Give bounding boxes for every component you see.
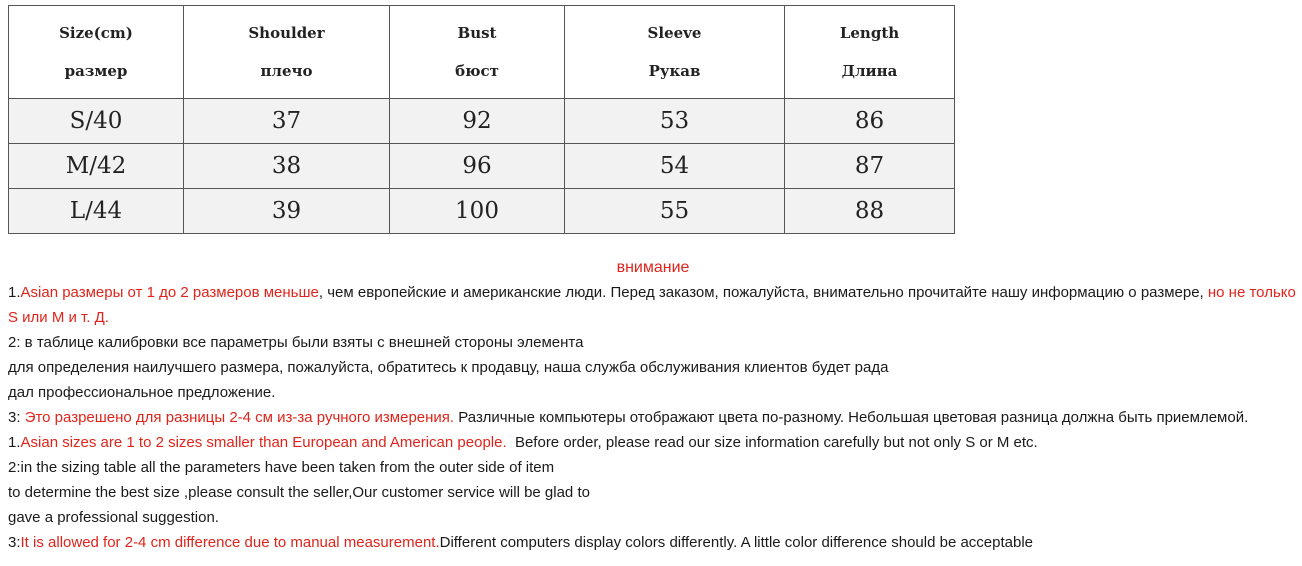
note-ru-2c: дал профессиональное предложение. xyxy=(8,384,276,401)
table-cell: 38 xyxy=(184,144,390,189)
note-text: Different computers display colors differently. A little color difference should be acceptable xyxy=(439,534,1034,551)
table-cell: 55 xyxy=(565,189,785,234)
note-text: , чем европейские и американские люди. Перед заказом, пожалуйста, внимательно прочитайте нашу информацию о размере, xyxy=(318,284,1208,301)
header-size xyxy=(9,6,184,99)
note-text: Различные компьютеры отображают цвета по-разному. Небольшая цветовая разница должна быть приемлемой. xyxy=(454,409,1249,426)
note-ru-2b: для определения наилучшего размера, пожалуйста, обратитесь к продавцу, наша служба обслуживания клиентов будет рада xyxy=(8,359,889,376)
header-length xyxy=(785,6,955,99)
table-cell: S/40 xyxy=(9,99,184,144)
header-label-ru: Рукав xyxy=(648,62,701,80)
note-en-1 xyxy=(8,430,1298,455)
table-cell: 96 xyxy=(390,144,565,189)
size-chart-table xyxy=(8,5,955,234)
header-bust xyxy=(390,6,565,99)
note-en-2b: to determine the best size ,please consult the seller,Our customer service will be glad to xyxy=(8,484,590,501)
note-highlight: Asian sizes are 1 to 2 sizes smaller than European and American people. xyxy=(20,434,507,451)
note-highlight: но не только S или M и т. Д. xyxy=(8,284,1296,326)
table-cell: 37 xyxy=(184,99,390,144)
table-header-row xyxy=(9,6,955,99)
note-en-2c: gave a professional suggestion. xyxy=(8,509,219,526)
header-label-ru: плечо xyxy=(260,62,313,80)
note-ru-1 xyxy=(8,280,1298,330)
table-cell: 92 xyxy=(390,99,565,144)
note-highlight: Это разрешено для разницы 2-4 см из-за ручного измерения. xyxy=(24,409,455,426)
header-label-ru: Длина xyxy=(841,62,898,80)
header-label-ru: размер xyxy=(64,62,128,80)
header-label-en: Size(cm) xyxy=(59,24,133,42)
header-label-ru: бюст xyxy=(455,62,499,80)
table-cell: 53 xyxy=(565,99,785,144)
note-highlight: It is allowed for 2-4 cm difference due to manual measurement. xyxy=(20,534,440,551)
header-label-en: Sleeve xyxy=(647,24,702,42)
note-prefix: 1. xyxy=(8,284,21,301)
header-label-en: Bust xyxy=(457,24,497,42)
table-cell: 54 xyxy=(565,144,785,189)
note-text: Before order, please read our size information carefully but not only S or M etc. xyxy=(506,434,1038,451)
notes-heading: внимание xyxy=(616,259,690,276)
table-cell: 39 xyxy=(184,189,390,234)
note-ru-2a: 2: в таблице калибровки все параметры были взяты с внешней стороны элемента xyxy=(8,334,584,351)
note-ru-3 xyxy=(8,405,1298,430)
table-cell: M/42 xyxy=(9,144,184,189)
table-cell: 88 xyxy=(785,189,955,234)
header-shoulder xyxy=(184,6,390,99)
table-row xyxy=(9,189,955,234)
size-notes xyxy=(8,256,1298,555)
table-row xyxy=(9,144,955,189)
table-cell: L/44 xyxy=(9,189,184,234)
header-sleeve xyxy=(565,6,785,99)
note-prefix: 3: xyxy=(8,534,21,551)
note-en-3 xyxy=(8,530,1298,555)
table-cell: 86 xyxy=(785,99,955,144)
table-row xyxy=(9,99,955,144)
table-cell: 87 xyxy=(785,144,955,189)
header-label-en: Shoulder xyxy=(248,24,325,42)
note-highlight: Asian размеры от 1 до 2 размеров меньше xyxy=(20,284,319,301)
note-en-2a: 2:in the sizing table all the parameters have been taken from the outer side of item xyxy=(8,459,555,476)
note-prefix: 1. xyxy=(8,434,21,451)
table-cell: 100 xyxy=(390,189,565,234)
header-label-en: Length xyxy=(839,24,900,42)
note-prefix: 3: xyxy=(8,409,25,426)
